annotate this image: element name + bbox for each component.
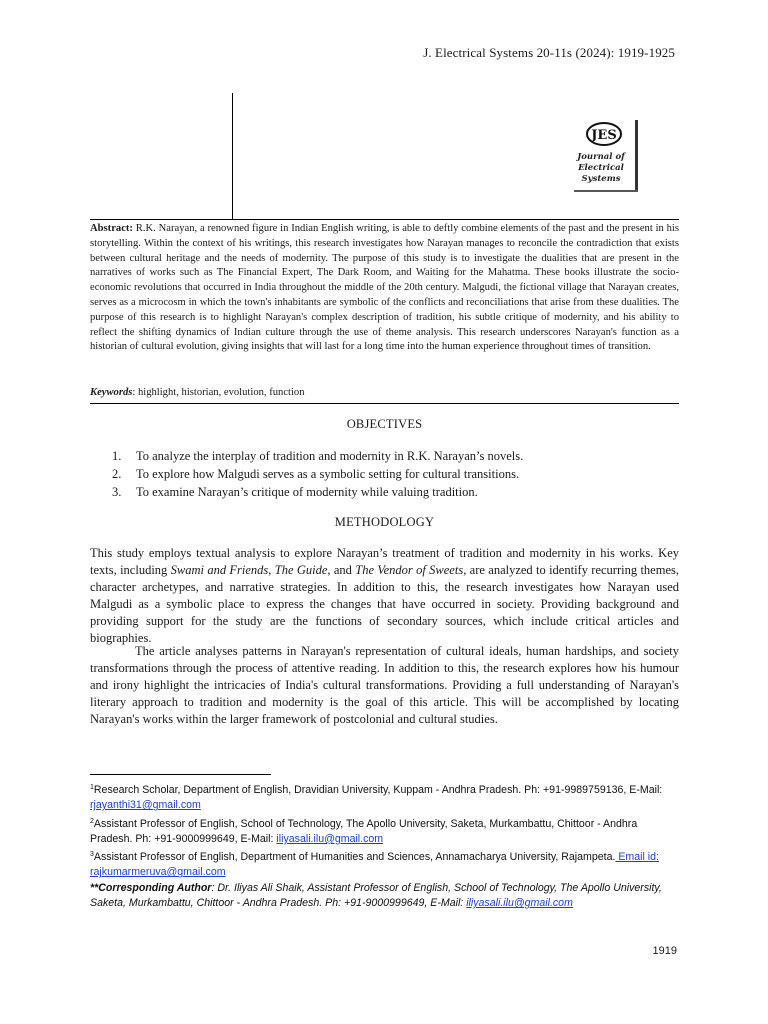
- email-link[interactable]: iliyasali.ilu@gmail.com: [276, 832, 384, 845]
- list-item: [112, 447, 672, 465]
- logo-caption-line: Systems: [581, 174, 621, 184]
- methodology-paragraph-2: The article analyses patterns in Narayan's representation of cultural ideals, human hardships, and society transformations through the process of attentive reading. In addition to this, the research explores how his humour and irony highlight the intricacies of India's cultural transformations. Providing a full understanding of Narayan's literary approach to tradition and modernity is the goal of this article. This will be accomplished by locating Narayan's works within the larger framework of postcolonial and cultural studies.: [90, 644, 679, 727]
- methodology-paragraph-1: [90, 545, 679, 648]
- list-item-number: 2.: [112, 467, 122, 481]
- objectives-heading: OBJECTIVES: [346, 417, 423, 431]
- abstract-label: Abstract:: [90, 223, 133, 234]
- footnote-mark: 3: [90, 851, 94, 859]
- footnote-text: Research Scholar, Department of English, Dravidian University, Kuppam - Andhra Pradesh. Ph: +91-9989759136, E-Mail:: [93, 784, 663, 796]
- corresponding-author: [90, 881, 682, 912]
- paragraph-text: ,: [268, 563, 275, 578]
- footnote-mark: 2: [90, 817, 94, 825]
- paragraph-text: , and: [327, 563, 356, 578]
- keywords-bottom-rule: [90, 403, 679, 404]
- logo-frame-bottom: [574, 190, 638, 192]
- footnote-text: Assistant Professor of English, Department of Humanities and Sciences, Annamacharya University, Rajampeta.: [93, 851, 616, 864]
- keywords-text: : highlight, historian, evolution, function: [132, 387, 305, 398]
- logo-mark-text: JES: [591, 128, 617, 143]
- keywords-line: [90, 387, 305, 398]
- paragraph-text: This study employs textual analysis to explore Narayan’s treatment of tradition and modernity in his works. Key texts, including: [90, 546, 679, 578]
- keywords-label: Keywords: [90, 387, 133, 398]
- corresponding-author-label: **Corresponding Author: [90, 881, 212, 894]
- email-link[interactable]: Email id: rajkumarmeruva@gmail.com: [90, 851, 659, 879]
- logo-caption-line: Journal of: [577, 152, 625, 162]
- list-item: [112, 465, 672, 483]
- email-link[interactable]: rjayanthi31@gmail.com: [90, 799, 201, 812]
- page-number: 1919: [652, 945, 677, 957]
- footnote-mark: 1: [90, 784, 94, 791]
- objectives-list: [112, 447, 672, 501]
- logo-caption-line: Electrical: [578, 163, 624, 173]
- journal-logo: [566, 120, 638, 192]
- methodology-heading: METHODOLOGY: [334, 515, 435, 529]
- paragraph-text: , are analyzed to identify recurring themes, character archetypes, and narrative strategies. In addition to this, the research investigates how Narayan used Malgudi as a symbolic place to express the changes that have occurred in society. Providing background and providing support for the study are the functions of secondary sources, which include critical articles and biographies.: [90, 563, 679, 646]
- footnote-separator: [90, 774, 271, 775]
- footnotes: [90, 780, 682, 911]
- list-item-text: To explore how Malgudi serves as a symbolic setting for cultural transitions.: [136, 467, 520, 481]
- footnote-3: [90, 847, 682, 881]
- footnote-1: [90, 780, 682, 814]
- footnote-text: Assistant Professor of English, School of Technology, The Apollo University, Saketa, Murkambattu, Chittoor - Andhra Pradesh. Ph: +91-9000999649, E-Mail:: [90, 817, 638, 845]
- footnote-2: [90, 814, 682, 848]
- email-link[interactable]: iliyasali.ilu@gmail.com: [466, 897, 573, 910]
- footnote-text: : Dr. Iliyas Ali Shaik, Assistant Professor of English, School of Technology, The Apollo University, Saketa, Murkambattu, Chittoor - Andhra Pradesh. Ph: +91-9000999649, E-Mail:: [90, 881, 662, 910]
- list-item-text: To analyze the interplay of tradition and modernity in R.K. Narayan’s novels.: [136, 449, 524, 463]
- book-title: The Guide: [274, 563, 328, 578]
- abstract-paragraph: [90, 222, 679, 355]
- list-item-text: To examine Narayan’s critique of modernity while valuing tradition.: [136, 485, 478, 499]
- list-item: [112, 483, 672, 501]
- list-item-number: 3.: [112, 485, 122, 499]
- journal-reference: J. Electrical Systems 20-11s (2024): 1919-1925: [423, 45, 675, 60]
- header-vertical-rule: [232, 93, 233, 219]
- book-title: Swami and Friends: [170, 563, 269, 578]
- abstract-text: R.K. Narayan, a renowned figure in Indian English writing, is able to deftly combine elements of the past and the present in his storytelling. Within the context of his writings, this research investigates how Narayan manages to reconcile the contradiction that exists between cultural heritage and the needs of modernity. The purpose of this study is to investigate the dualities that are present in the narratives of works such as The Financial Expert, The Dark Room, and Waiting for the Mahatma. These books illustrate the socio-economic revolutions that occurred in India throughout the middle of the 20th century. Malgudi, the fictional village that Narayan creates, serves as a microcosm in which the town's inhabitants are symbolic of the conflicts and reconciliations that arise from these dualities. The purpose of this research is to highlight Narayan's complex description of tradition, his subtle critique of modernity, and his ability to reflect the shifting dynamics of Indian culture through the use of theme analysis. This research underscores Narayan's function as a historian of cultural evolution, giving insights that will last for a long time into the human experience throughout times of transition.: [90, 223, 679, 353]
- book-title: The Vendor of Sweets: [355, 563, 464, 578]
- logo-caption: [566, 152, 636, 185]
- abstract-top-rule: [90, 219, 679, 220]
- list-item-number: 1.: [112, 449, 122, 463]
